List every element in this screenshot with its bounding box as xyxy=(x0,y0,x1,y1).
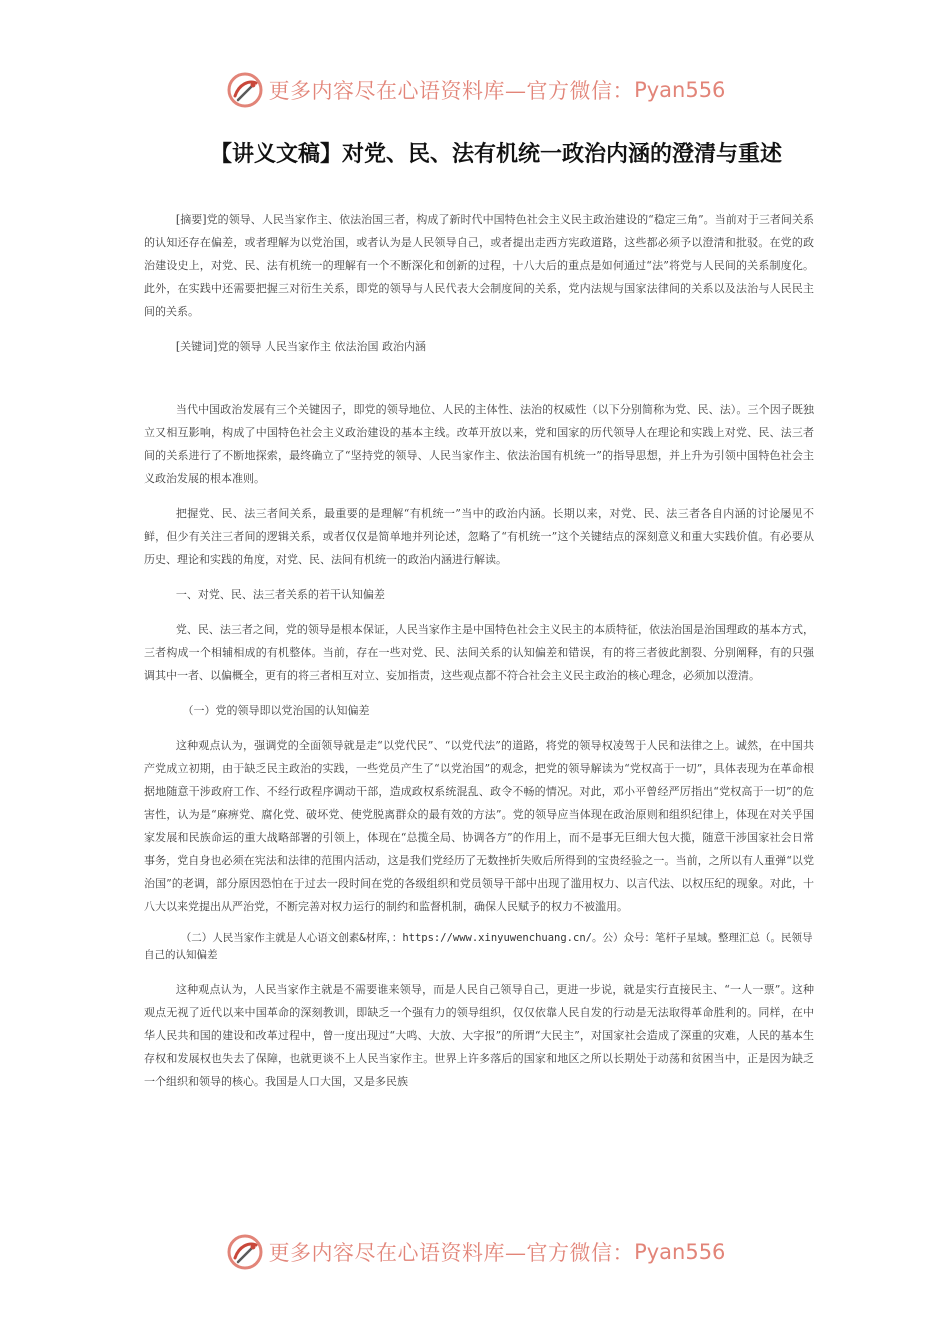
banner-wechat-id: Pyan556 xyxy=(634,78,726,102)
body-paragraph: 这种观点认为，强调党的全面领导就是走“以党代民”、“以党代法”的道路，将党的领导权凌驾于人民和法律之上。诚然，在中国共产党成立初期，由于缺乏民主政治的实践，一些党员产生了“以党治国”的观念，把党的领导解读为“党权高于一切”，具体表现为在革命根据地随意干涉政府工作、不经行政程序调动干部，造成政权系统混乱、政令不畅的情况。对此，邓小平曾经严厉指出“党权高于一切”的危害性，认为是“麻痹党、腐化党、破坏党、使党脱离群众的最有效的方法”。党的领导应当体现在政治原则和组织纪律上，体现在对关乎国家发展和民族命运的重大战略部署的引领上，体现在“总揽全局、协调各方”的作用上，而不是事无巨细大包大揽，随意干涉国家社会日常事务，党自身也必须在宪法和法律的范围内活动，这是我们党经历了无数挫折失败后所得到的宝贵经验之一。当前，之所以有人重弹“以党治国”的老调，部分原因恐怕在于过去一段时间在党的各级组织和党员领导干部中出现了滥用权力、以言代法、以权压纪的现象。对此，十八大以来党提出从严治党，不断完善对权力运行的制约和监督机制，确保人民赋予的权力不被滥用。 xyxy=(144,739,814,913)
circular-emblem-icon xyxy=(225,70,265,110)
subsection-heading: （二）人民当家作主就是人心语文创素&材库，：https://www.xinyuwenchuang.cn/。公）众号：笔杆子星域。整理汇总（。民领导自己的认知偏差 xyxy=(144,932,813,961)
subsection-heading: （一）党的领导即以党治国的认知偏差 xyxy=(182,704,370,717)
body-paragraph: 当代中国政治发展有三个关键因子，即党的领导地位、人民的主体性、法治的权威性（以下分别简称为党、民、法）。三个因子既独立又相互影响，构成了中国特色社会主义政治建设的基本主线。改革开放以来，党和国家的历代领导人在理论和实践上对党、民、法三者间的关系进行了不断地探索，最终确立了“坚持党的领导、人民当家作主、依法治国有机统一”的指导思想，并上升为引领中国特色社会主义政治发展的根本准则。 xyxy=(144,403,814,485)
section-heading: 一、对党、民、法三者关系的若干认知偏差 xyxy=(175,588,385,601)
header-banner xyxy=(0,70,950,110)
banner-text: 更多内容尽在心语资料库—官方微信： xyxy=(268,79,635,103)
body-paragraph: 这种观点认为，人民当家作主就是不需要谁来领导，而是人民自己领导自己，更进一步说，就是实行直接民主、“一人一票”。这种观点无视了近代以来中国革命的深刻教训，即缺乏一个强有力的领导组织，仅仅依靠人民自发的行动是无法取得革命胜利的。同样，在中华人民共和国的建设和改革过程中，曾一度出现过“大鸣、大放、大字报”的所谓“大民主”，对国家社会造成了深重的灾难，人民的基本生存权和发展权也失去了保障，也就更谈不上人民当家作主。世界上许多落后的国家和地区之所以长期处于动荡和贫困当中，正是因为缺乏一个组织和领导的核心。我国是人口大国，又是多民族 xyxy=(144,983,814,1088)
document-title: 【讲义文稿】对党、民、法有机统一政治内涵的澄清与重述 xyxy=(209,142,782,167)
banner-wechat-id: Pyan556 xyxy=(634,1240,726,1264)
banner-text: 更多内容尽在心语资料库—官方微信： xyxy=(268,1241,635,1265)
body-paragraph: 党、民、法三者之间，党的领导是根本保证，人民当家作主是中国特色社会主义民主的本质特征，依法治国是治国理政的基本方式，三者构成一个相辅相成的有机整体。当前，存在一些对党、民、法间关系的认知偏差和错误，有的将三者彼此割裂、分别阐释，有的只强调其中一者、以偏概全，更有的将三者相互对立、妄加指责，这些观点都不符合社会主义民主政治的核心理念，必须加以澄清。 xyxy=(144,623,814,682)
footer-banner xyxy=(0,1232,950,1272)
abstract-paragraph: [摘要]党的领导、人民当家作主、依法治国三者，构成了新时代中国特色社会主义民主政治建设的“稳定三角”。当前对于三者间关系的认知还存在偏差，或者理解为以党治国，或者认为是人民领导自己，或者提出走西方宪政道路，这些都必须予以澄清和批驳。在党的政治建设史上，对党、民、法有机统一的理解有一个不断深化和创新的过程，十八大后的重点是如何通过“法”将党与人民间的关系制度化。此外，在实践中还需要把握三对衍生关系，即党的领导与人民代表大会制度间的关系，党内法规与国家法律间的关系以及法治与人民民主间的关系。 xyxy=(144,213,814,318)
body-paragraph: 把握党、民、法三者间关系，最重要的是理解“有机统一”当中的政治内涵。长期以来，对党、民、法三者各自内涵的讨论屡见不鲜，但少有关注三者间的逻辑关系，或者仅仅是简单地并列论述，忽略了“有机统一”这个关键结点的深刻意义和重大实践价值。有必要从历史、理论和实践的角度，对党、民、法间有机统一的政治内涵进行解读。 xyxy=(144,507,814,566)
circular-emblem-icon xyxy=(225,1232,265,1272)
document-body xyxy=(144,208,814,1105)
keywords-line: [关键词]党的领导 人民当家作主 依法治国 政治内涵 xyxy=(175,340,426,353)
